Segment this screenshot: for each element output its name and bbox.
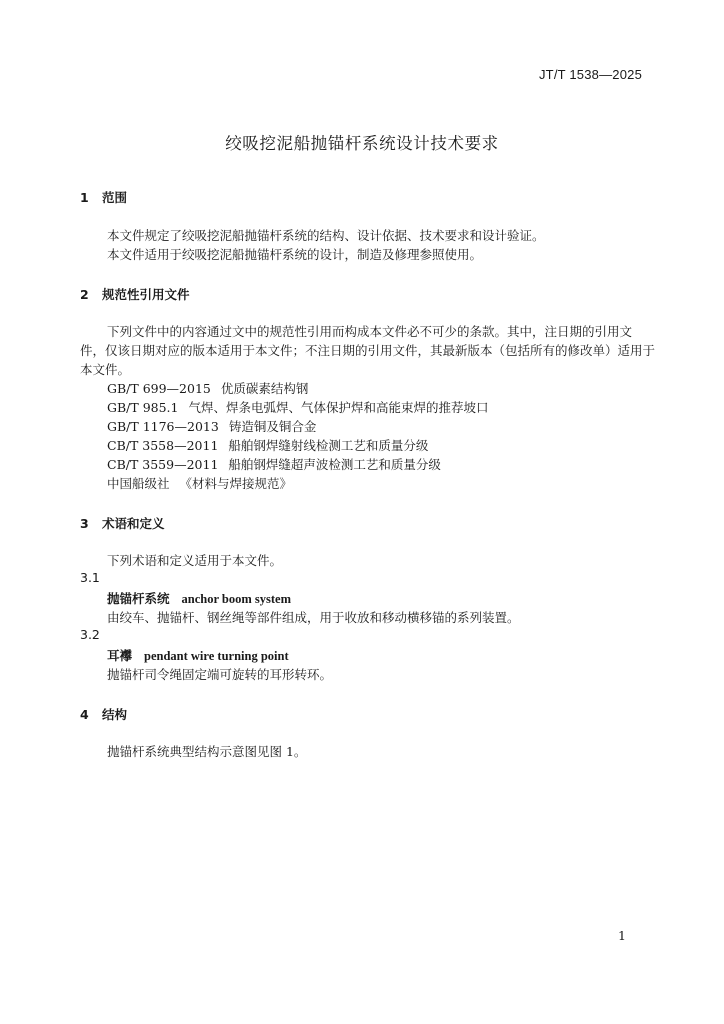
term-en: anchor boom system (181, 592, 292, 606)
section-1-heading (80, 188, 127, 206)
term-definition: 由绞车、抛锚杆、钢丝绳等部件组成，用于收放和移动横移锚的系列装置。 (107, 610, 520, 625)
section-3-heading (80, 514, 165, 532)
reference-title: 铸造铜及铜合金 (228, 419, 317, 434)
reference-code: CB/T 3558—2011 (107, 438, 219, 453)
section-2-intro-line: 下列文件中的内容通过文中的规范性引用而构成本文件必不可少的条款。其中，注日期的引用文 (107, 324, 633, 339)
reference-item (107, 455, 441, 473)
reference-item (107, 398, 489, 416)
reference-item (107, 474, 292, 492)
section-1-paragraph: 本文件适用于绞吸挖泥船抛锚杆系统的设计，制造及修理参照使用。 (107, 247, 483, 262)
reference-item (107, 436, 428, 454)
term-definition: 抛锚杆司令绳固定端可旋转的耳形转环。 (107, 667, 333, 682)
reference-code: GB/T 1176—2013 (107, 419, 219, 434)
reference-code: 中国船级社 (107, 476, 170, 491)
reference-item (107, 417, 316, 435)
section-number: 4 (80, 707, 89, 722)
term-zh: 耳襻 (107, 648, 133, 663)
term-heading (107, 646, 289, 664)
reference-title: 气焊、焊条电弧焊、气体保护焊和高能束焊的推荐坡口 (188, 400, 489, 415)
term-en: pendant wire turning point (144, 649, 289, 663)
section-title: 结构 (102, 707, 128, 722)
reference-item (107, 379, 308, 397)
section-3-intro: 下列术语和定义适用于本文件。 (107, 553, 283, 568)
reference-code: GB/T 699—2015 (107, 381, 211, 396)
section-2-intro-line: 本文件。 (80, 362, 131, 377)
section-title: 术语和定义 (102, 516, 165, 531)
reference-title: 《材料与焊接规范》 (179, 476, 293, 491)
term-heading (107, 589, 291, 607)
term-number: 3.2 (80, 627, 100, 642)
page-number: 1 (618, 928, 626, 943)
section-title: 规范性引用文件 (102, 287, 190, 302)
section-number: 3 (80, 516, 89, 531)
section-1-paragraph: 本文件规定了绞吸挖泥船抛锚杆系统的结构、设计依据、技术要求和设计验证。 (107, 228, 545, 243)
section-title: 范围 (102, 190, 128, 205)
reference-title: 船舶钢焊缝超声波检测工艺和质量分级 (228, 457, 441, 472)
section-number: 1 (80, 190, 89, 205)
section-2-intro-line: 件，仅该日期对应的版本适用于本文件；不注日期的引用文件，其最新版本（包括所有的修改单）适用于 (80, 343, 656, 358)
standard-code: JT/T 1538—2025 (538, 67, 642, 82)
reference-code: CB/T 3559—2011 (107, 457, 219, 472)
term-number: 3.1 (80, 570, 100, 585)
reference-title: 船舶钢焊缝射线检测工艺和质量分级 (228, 438, 429, 453)
section-2-heading (80, 285, 190, 303)
reference-title: 优质碳素结构钢 (220, 381, 309, 396)
section-4-paragraph: 抛锚杆系统典型结构示意图见图 1。 (107, 744, 307, 759)
section-4-heading (80, 705, 127, 723)
term-zh: 抛锚杆系统 (107, 591, 170, 606)
section-number: 2 (80, 287, 89, 302)
document-title: 绞吸挖泥船抛锚杆系统设计技术要求 (225, 134, 499, 153)
reference-code: GB/T 985.1 (107, 400, 179, 415)
